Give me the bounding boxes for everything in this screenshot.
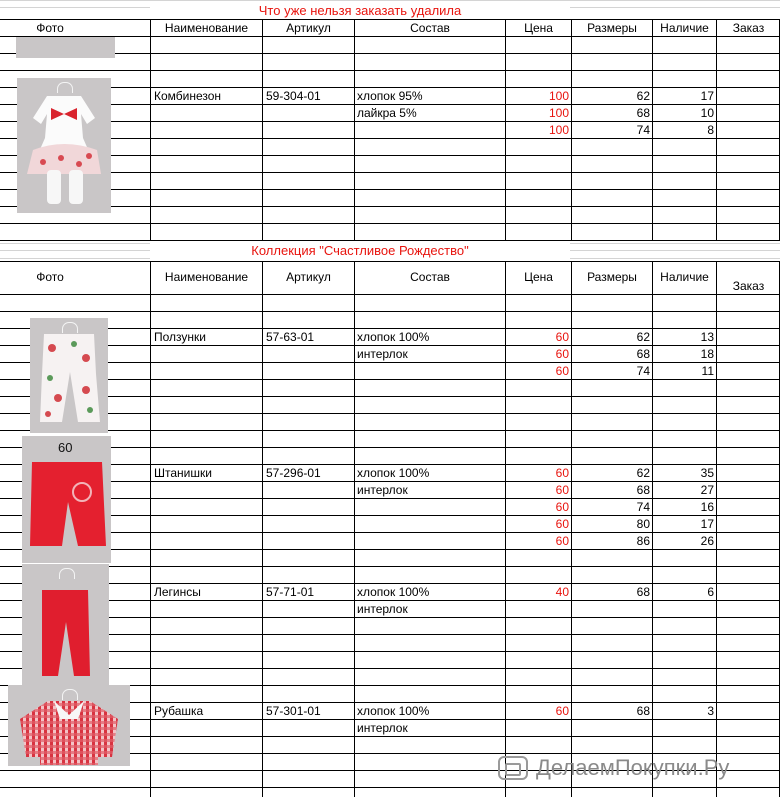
- leggings-composition: хлопок 100%: [357, 585, 430, 599]
- pants-price: 60: [555, 483, 569, 497]
- leggings-composition: интерлок: [357, 602, 408, 616]
- grid-row-line: [0, 413, 780, 414]
- grid-row-line: [0, 566, 780, 567]
- pants-stock: 16: [700, 500, 714, 514]
- leggings-stock: 6: [707, 585, 714, 599]
- pants-size: 74: [636, 500, 650, 514]
- jumpsuit-composition-2: лайкра 5%: [357, 106, 417, 120]
- leggings-price: 40: [555, 585, 569, 599]
- section1-header-photo: Фото: [36, 21, 64, 35]
- pants-stock: 26: [700, 534, 714, 548]
- grid-row-line: [0, 261, 780, 262]
- grid-row-line: [0, 206, 780, 207]
- grid-col-line: [716, 261, 717, 797]
- section1-header-stock: Наличие: [660, 21, 709, 35]
- shopping-bag-icon: [498, 756, 528, 780]
- grid-row-line: [0, 668, 780, 669]
- section1-header-article: Артикул: [286, 21, 331, 35]
- section1-banner: Что уже нельзя заказать удалила: [150, 2, 570, 19]
- rompers-price: 60: [555, 330, 569, 344]
- grid-col-line: [262, 261, 263, 797]
- pants-name: Штанишки: [154, 466, 212, 480]
- grid-row-line: [0, 240, 780, 241]
- rompers-composition: интерлок: [357, 347, 408, 361]
- jumpsuit-size: 62: [636, 89, 650, 103]
- grid-row-line: [0, 294, 780, 295]
- grid-row-line: [0, 311, 780, 312]
- pants-article: 57-296-01: [266, 466, 321, 480]
- rompers-composition: хлопок 100%: [357, 330, 430, 344]
- pants-composition: хлопок 100%: [357, 466, 430, 480]
- shirt-size: 68: [636, 704, 650, 718]
- rompers-price: 60: [555, 347, 569, 361]
- grid-row-line: [0, 787, 780, 788]
- rompers-article: 57-63-01: [266, 330, 315, 344]
- grid-row-line: [0, 634, 780, 635]
- rompers-stock: 11: [701, 364, 714, 378]
- section1-header-name: Наименование: [164, 21, 249, 35]
- section1-header-order: Заказ: [732, 21, 765, 35]
- section2-header-photo: Фото: [36, 270, 64, 284]
- shirt-name: Рубашка: [154, 704, 204, 718]
- grid-col-line: [150, 19, 151, 241]
- watermark-text: ДелаемПокупки.Ру: [536, 755, 730, 780]
- jumpsuit-price: 100: [548, 123, 569, 137]
- grid-row-line: [0, 53, 780, 54]
- grid-col-line: [262, 19, 263, 241]
- pants-price: 60: [555, 517, 569, 531]
- section1-header-sizes: Размеры: [587, 21, 637, 35]
- jumpsuit-price: 100: [548, 89, 569, 103]
- product-photo-removed: [16, 37, 115, 58]
- rompers-size: 74: [636, 364, 650, 378]
- jumpsuit-stock: 17: [700, 89, 714, 103]
- grid-row-line: [0, 223, 780, 224]
- pants-stock: 35: [700, 466, 714, 480]
- jumpsuit-price: 100: [548, 106, 569, 120]
- section2-header-sizes: Размеры: [587, 270, 637, 284]
- section2-header-composition: Состав: [410, 270, 450, 284]
- jumpsuit-size: 74: [636, 123, 650, 137]
- product-photo-rompers: [30, 318, 108, 433]
- jumpsuit-name: Комбинезон: [154, 89, 222, 103]
- pants-price: 60: [555, 500, 569, 514]
- section2-header-name: Наименование: [164, 270, 249, 284]
- pants-size: 68: [636, 483, 650, 497]
- pants-photo-label: 60: [58, 440, 73, 455]
- grid-col-line: [716, 19, 717, 241]
- grid-col-line: [354, 261, 355, 797]
- pants-size: 86: [636, 534, 650, 548]
- grid-row-line: [0, 0, 780, 1]
- section2-header-order: Заказ: [732, 279, 765, 293]
- grid-row-line: [0, 396, 780, 397]
- shirt-article: 57-301-01: [266, 704, 321, 718]
- pants-stock: 17: [700, 517, 714, 531]
- grid-row-line: [0, 430, 780, 431]
- grid-row-line: [0, 189, 780, 190]
- rompers-name: Ползунки: [154, 330, 206, 344]
- jumpsuit-stock: 8: [707, 123, 714, 137]
- grid-row-line: [0, 651, 780, 652]
- shirt-composition: интерлок: [357, 721, 408, 735]
- section2-header-price: Цена: [524, 270, 553, 284]
- watermark: [498, 752, 729, 784]
- leggings-size: 68: [636, 585, 650, 599]
- jumpsuit-stock: 10: [700, 106, 714, 120]
- jumpsuit-article: 59-304-01: [266, 89, 321, 103]
- product-photo-leggings: [22, 564, 109, 685]
- pants-size: 80: [636, 517, 650, 531]
- shirt-price: 60: [555, 704, 569, 718]
- section2-header-article: Артикул: [286, 270, 331, 284]
- section1-header-composition: Состав: [410, 21, 450, 35]
- pants-stock: 27: [700, 483, 714, 497]
- jumpsuit-size: 68: [636, 106, 650, 120]
- section1-header-price: Цена: [524, 21, 553, 35]
- pants-price: 60: [555, 534, 569, 548]
- grid-col-line: [354, 19, 355, 241]
- rompers-stock: 18: [700, 347, 714, 361]
- jumpsuit-composition-1: хлопок 95%: [357, 89, 423, 103]
- grid-row-line: [0, 447, 780, 448]
- rompers-price: 60: [555, 364, 569, 378]
- rompers-size: 68: [636, 347, 650, 361]
- grid-row-line: [0, 172, 780, 173]
- grid-row-line: [0, 70, 780, 71]
- leggings-name: Легинсы: [154, 585, 201, 599]
- pants-size: 62: [636, 466, 650, 480]
- rompers-size: 62: [636, 330, 650, 344]
- product-photo-jumpsuit: [17, 78, 111, 213]
- shirt-composition: хлопок 100%: [357, 704, 430, 718]
- grid-row-line: [0, 155, 780, 156]
- pants-price: 60: [555, 466, 569, 480]
- product-photo-shirt: [8, 685, 130, 766]
- grid-col-line: [150, 261, 151, 797]
- product-photo-pants: [22, 436, 111, 563]
- shirt-stock: 3: [707, 704, 714, 718]
- rompers-stock: 13: [700, 330, 714, 344]
- section2-banner: Коллекция "Счастливое Рождество": [150, 242, 570, 259]
- pants-composition: интерлок: [357, 483, 408, 497]
- leggings-article: 57-71-01: [266, 585, 315, 599]
- section2-header-stock: Наличие: [660, 270, 709, 284]
